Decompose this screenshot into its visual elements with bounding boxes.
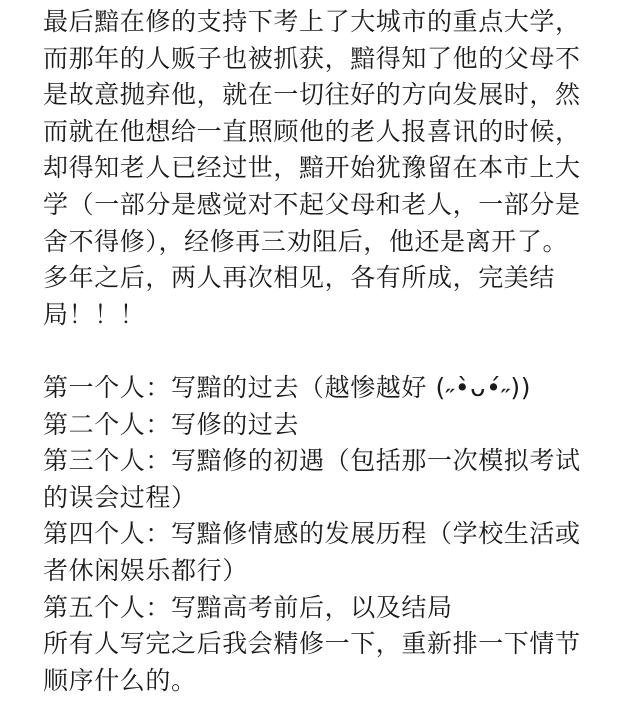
story-summary-paragraph [43,4,603,333]
closing-note-line: 顺序什么的。 [43,665,197,695]
text-line: 最后黯在修的支持下考上了大城市的重点大学， [43,7,581,36]
text-line: 多年之后，两人再次相见，各有所成，完美结 [43,263,556,293]
writing-assignments-list [43,370,603,699]
assignment-line: 第三个人：写黯修的初遇（包括那一次模拟考试 [43,446,581,476]
assignment-line: 第一个人：写黯的过去（越惨越好 (˶•̀ᴗ•́˶)) [43,372,532,402]
assignment-line: 的误会过程） [43,482,197,512]
text-line: 舍不得修），经修再三劝阻后，他还是离开了。 [43,226,569,256]
assignment-line: 者休闲娱乐都行） [43,555,248,585]
assignment-line: 第二个人：写修的过去 [43,409,300,439]
paragraph-spacer [43,333,603,370]
text-line: 是故意抛弃他，就在一切往好的方向发展时，然 [43,80,581,110]
text-line: 局！！！ [43,299,146,329]
text-line: 学（一部分是感觉对不起父母和老人，一部分是 [43,189,581,219]
text-line: 而那年的人贩子也被抓获，黯得知了他的父母不 [43,43,581,73]
closing-note-line: 所有人写完之后我会精修一下，重新排一下情节 [43,629,581,659]
assignment-line: 第五个人：写黯高考前后，以及结局 [43,592,453,622]
document-body [43,4,603,699]
assignment-line: 第四个人：写黯修情感的发展历程（学校生活或 [43,519,581,549]
text-line: 而就在他想给一直照顾他的老人报喜讯的时候， [43,116,581,146]
text-line: 却得知老人已经过世，黯开始犹豫留在本市上大 [43,153,581,183]
